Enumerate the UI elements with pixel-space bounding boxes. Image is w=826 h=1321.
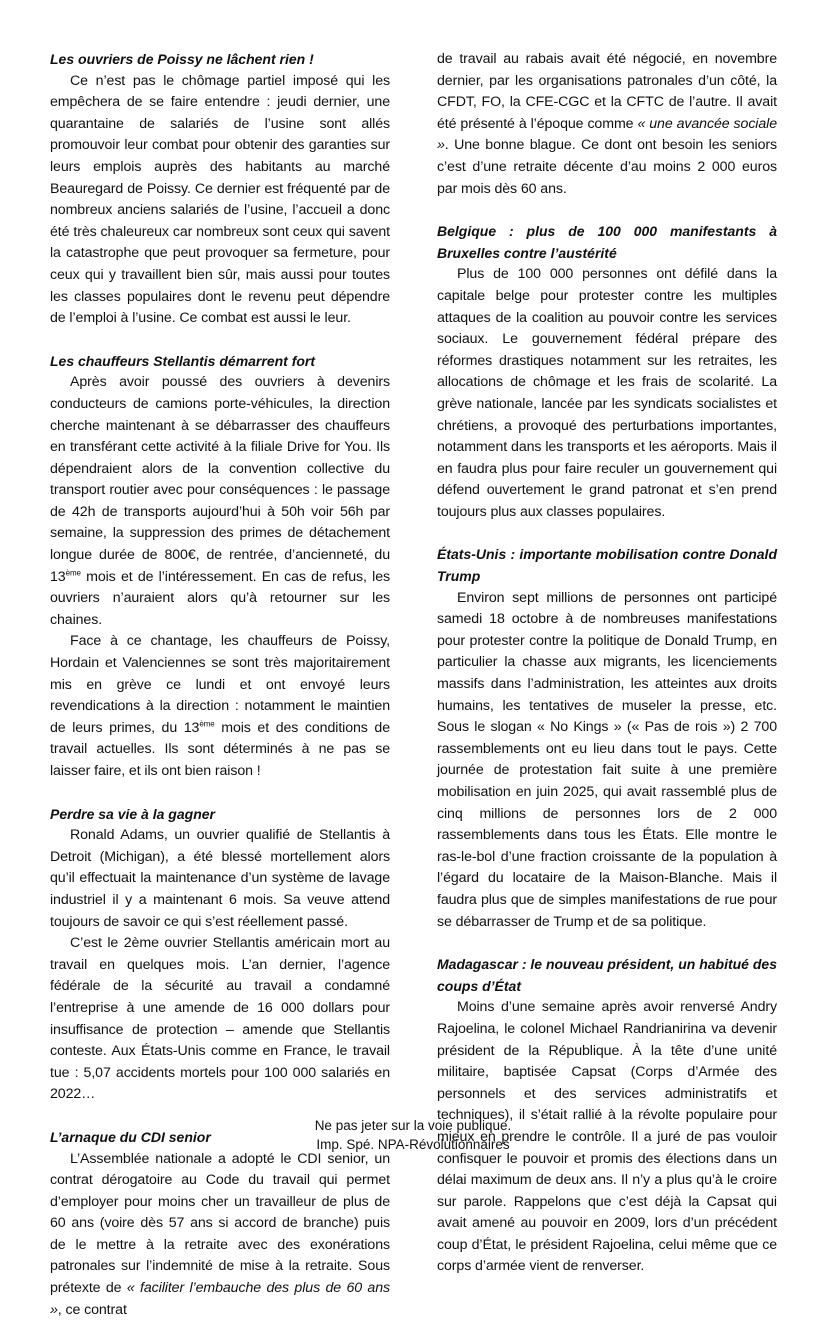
article-etats-unis: [437, 544, 777, 933]
footer-printer: Imp. Spé. NPA-Révolutionnaires: [0, 1135, 826, 1154]
article-paragraph: Face à ce chantage, les chauffeurs de Poissy, Hordain et Valenciennes se sont très majoritairement mis en grève ce lundi et ont envoyé leurs revendications à la direction : notamment le maintien de leurs primes, du 13ème mois et des conditions de travail actuelles. Ils sont déterminés à ne pas se laisser faire, et ils ont bien raison !: [50, 631, 390, 782]
article-paragraph: Environ sept millions de personnes ont participé samedi 18 octobre à de nombreuses manifestations pour protester contre la politique de Donald Trump, en particulier la chasse aux migrants, les licenciements massifs dans l’administration, les atteintes aux droits humains, les tentatives de museler la presse, etc. Sous le slogan « No Kings » (« Pas de rois ») 2 700 rassemblements ont eu lieu dans tout le pays. Cette journée de protestation fait suite à une première mobilisation en juin 2025, qui avait rassemblé plus de cinq millions de personnes lors de 2 000 rassemblements dans tous les États. Elle montre le ras-le-bol d’une fraction croissante de la population à l’égard du locataire de la Maison-Blanche. Mais il faudra plus que de simples manifestations de rue pour se débarrasser de Trump et de sa politique.: [437, 588, 777, 934]
footer-notice: Ne pas jeter sur la voie publique.: [0, 1116, 826, 1135]
article-paragraph: Ce n’est pas le chômage partiel imposé qui les empêchera de se faire entendre : jeudi dernier, une quarantaine de salariés de l’usine sont allés promouvoir leur combat pour obtenir des garanties sur leurs emplois auprès des habitants au marché Beauregard de Poissy. Ce dernier est fréquenté par de nombreux anciens salariés de l’usine, l’accueil a donc été très chaleureux car nombreux sont ceux qui savent la catastrophe que peut provoquer sa fermeture, pour ceux qui y travaillent bien sûr, mais aussi pour toutes les classes populaires dont le revenu peut dépendre de l’emploi à l’usine. Ce combat est aussi le leur.: [50, 71, 390, 330]
article-paragraph: L’Assemblée nationale a adopté le CDI senior, un contrat dérogatoire au Code du travail qui permet d’employer pour moins cher un travailleur de plus de 60 ans (voire dès 57 ans si accord de branche) puis de le mettre à la retraite avec des exonérations patronales sur l’indemnité de mise à la retraite. Sous prétexte de « faciliter l’embauche des plus de 60 ans », ce contrat: [50, 1149, 390, 1321]
article-paragraph: Après avoir poussé des ouvriers à devenirs conducteurs de camions porte-véhicules, la direction cherche maintenant à se débarrasser des chauffeurs en transférant cette activité à la filiale Drive for You. Ils dépendraient alors de la convention collective du transport routier avec pour conséquences : le passage de 42h de transports aujourd’hui à 50h voir 56h par semaine, la suppression des primes de détachement longue durée de 800€, de rentrée, d’ancienneté, du 13ème mois et de l’intéressement. En cas de refus, les ouvriers n’auraient alors qu’à retourner sur les chaines.: [50, 372, 390, 631]
article-paragraph: C’est le 2ème ouvrier Stellantis américain mort au travail en quelques mois. L’an dernier, l’agence fédérale de la sécurité au travail a condamné l’entreprise à une amende de 16 000 dollars pour insuffisance de protection – amende que Stellantis conteste. Aux États-Unis comme en France, le travail tue : 5,07 accidents mortels pour 100 000 salariés en 2022…: [50, 933, 390, 1106]
article-title: Belgique : plus de 100 000 manifestants à Bruxelles contre l’austérité: [437, 221, 777, 264]
article-poissy: [50, 49, 390, 330]
article-title: États-Unis : importante mobilisation contre Donald Trump: [437, 544, 777, 587]
footer: [0, 1116, 826, 1154]
article-title: Madagascar : le nouveau président, un habitué des coups d’État: [437, 954, 777, 997]
article-paragraph: Moins d’une semaine après avoir renversé Andry Rajoelina, le colonel Michael Randrianirina va devenir président de la République. À la tête d’une unité militaire, baptisée Capsat (Corps d’Armée des personnels et des services administratifs et techniques), il s’était rallié à la révolte populaire pour mieux en prendre le contrôle. Il a juré de pas vouloir confisquer le pouvoir et promis des élections dans un délai maximum de deux ans. Il n’y a plus qu’à le croire sur parole. Rappelons que c’est déjà la Capsat qui avait amené au pouvoir en 2009, lors d’un précédent coup d’État, le président Rajoelina, celui même que ce corps d’armée vient de renverser.: [437, 997, 777, 1278]
article-paragraph: Ronald Adams, un ouvrier qualifié de Stellantis à Detroit (Michigan), a été blessé mortellement alors qu’il effectuait la maintenance d’un système de lavage industriel il y a maintenant 6 mois. Sa veuve attend toujours de savoir ce qui s’est réellement passé.: [50, 825, 390, 933]
article-title: L’arnaque du CDI senior: [50, 1127, 390, 1149]
article-chauffeurs-stellantis: [50, 351, 390, 783]
article-title: Les chauffeurs Stellantis démarrent fort: [50, 351, 390, 373]
article-paragraph: Plus de 100 000 personnes ont défilé dans la capitale belge pour protester contre les multiples attaques de la coalition au pouvoir contre les services sociaux. Le gouvernement fédéral prépare des réformes drastiques notamment sur les retraites, les allocations de chômage et les frais de scolarité. La grève nationale, lancée par les syndicats socialistes et chrétiens, a provoqué des perturbations importantes, notamment dans les transports et les aéroports. Mais il en faudra plus pour faire reculer un gouvernement qui défend ouvertement le grand patronat et s’en prend toujours plus aux classes populaires.: [437, 264, 777, 523]
article-paragraph-continued: de travail au rabais avait été négocié, en novembre dernier, par les organisations patronales d’un côté, la CFDT, FO, la CFE-CGC et la CFTC de l’autre. Il avait été présenté à l’époque comme « une avancée sociale ». Une bonne blague. Ce dont ont besoin les seniors c’est d’une retraite décente d’au moins 2 000 euros par mois dès 60 ans.: [437, 49, 777, 200]
article-cdi-senior: [50, 1127, 390, 1321]
article-title: Perdre sa vie à la gagner: [50, 804, 390, 826]
article-perdre-sa-vie: [50, 804, 390, 1106]
article-title: Les ouvriers de Poissy ne lâchent rien !: [50, 49, 390, 71]
article-belgique: [437, 221, 777, 523]
article-cdi-senior-continued: [437, 49, 777, 200]
right-column: [437, 49, 777, 1278]
